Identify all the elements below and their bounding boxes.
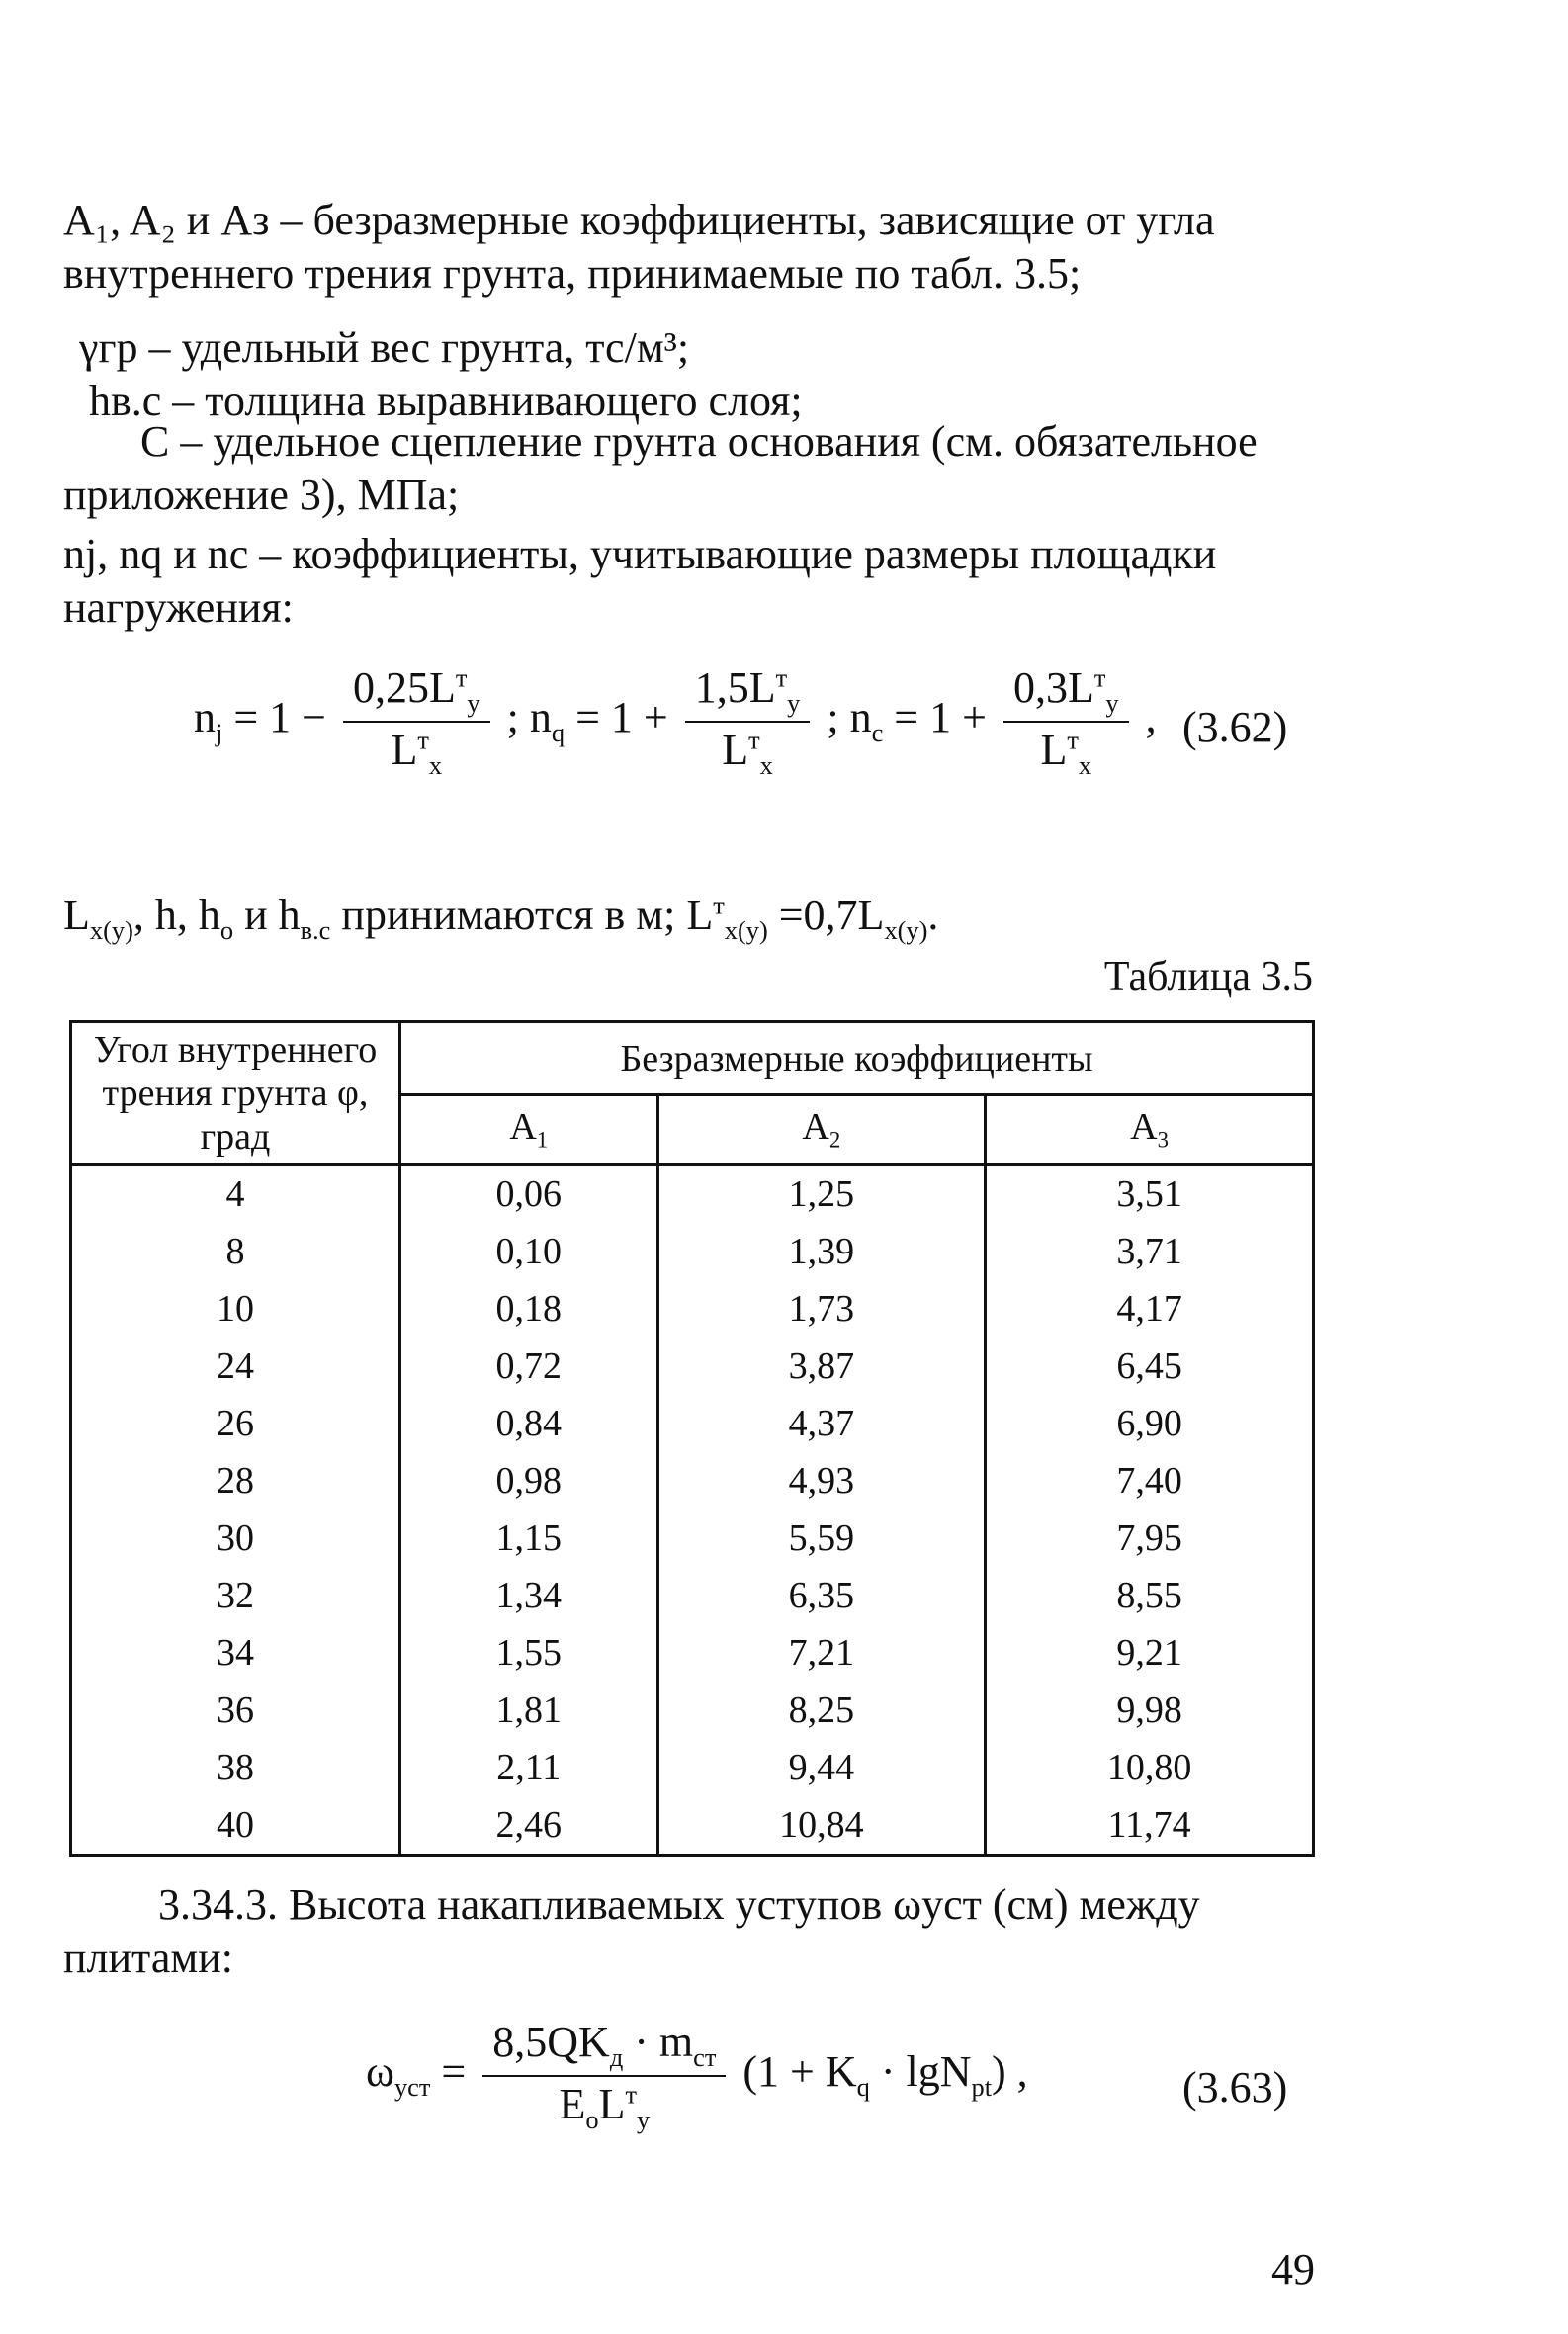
table-row xyxy=(71,1796,1314,1856)
cell-angle: 24 xyxy=(71,1338,400,1395)
fraction xyxy=(1003,662,1129,781)
table-row xyxy=(71,1165,1314,1224)
cell-a1: 1,15 xyxy=(400,1510,658,1567)
cell-a3: 7,40 xyxy=(986,1452,1314,1510)
cell-angle: 40 xyxy=(71,1796,400,1856)
cell-a2: 8,25 xyxy=(657,1682,986,1739)
formula-omega-lhs: $\omega_{уст}$ = xyxy=(366,2046,467,2102)
cell-a1: 0,18 xyxy=(400,1280,658,1338)
formula-3-63 xyxy=(366,2017,1028,2135)
paragraph-n-coefficients xyxy=(63,528,1319,635)
units-mid-text: принимаются в м; xyxy=(341,891,676,939)
cell-a2: 5,59 xyxy=(657,1510,986,1567)
cell-angle: 32 xyxy=(71,1567,400,1624)
cell-a3: 4,17 xyxy=(986,1280,1314,1338)
page-number: 49 xyxy=(1271,2245,1315,2293)
cell-a1: 2,46 xyxy=(400,1796,658,1856)
header-a3: $A_3$ xyxy=(986,1095,1314,1165)
fraction-denominator: $L^т_x$ xyxy=(722,725,773,780)
fraction-numerator: $0,3L^т_y$ xyxy=(1003,662,1129,723)
cell-a1: 2,11 xyxy=(400,1739,658,1796)
formula-nj-lhs: $n_j = 1$ − xyxy=(194,692,326,747)
cell-a1: 0,84 xyxy=(400,1395,658,1452)
table-row xyxy=(71,1739,1314,1796)
paragraph-text: С – удельное сцепление грунта основания (см. обязательное приложение 3), МПа; xyxy=(63,417,1258,519)
line-units xyxy=(63,890,938,946)
cell-angle: 26 xyxy=(71,1395,400,1452)
cell-a2: 10,84 xyxy=(657,1796,986,1856)
cell-angle: 28 xyxy=(71,1452,400,1510)
header-a2: $A_2$ xyxy=(657,1095,986,1165)
cell-a3: 6,45 xyxy=(986,1338,1314,1395)
header-a1: $A_1$ xyxy=(400,1095,658,1165)
equation-number-3-63: (3.63) xyxy=(1182,2063,1288,2112)
cell-a2: 1,39 xyxy=(657,1223,986,1280)
cell-angle: 4 xyxy=(71,1165,400,1224)
line-text: γгр – удельный вес грунта, тс/м³; xyxy=(79,323,690,372)
fraction xyxy=(685,662,811,781)
cell-a3: 8,55 xyxy=(986,1567,1314,1624)
table-row xyxy=(71,1682,1314,1739)
table-row xyxy=(71,1280,1314,1338)
paragraph-text: 3.34.3. Высота накапливаемых уступов ωуст (см) между плитами: xyxy=(63,1880,1200,1982)
cell-a2: 9,44 xyxy=(657,1739,986,1796)
cell-a1: 1,34 xyxy=(400,1567,658,1624)
cell-angle: 8 xyxy=(71,1223,400,1280)
cell-a2: 1,25 xyxy=(657,1165,986,1224)
cell-a3: 10,80 xyxy=(986,1739,1314,1796)
paragraph-text: nj, nq и nc – коэффициенты, учитывающие размеры площадки нагружения: xyxy=(63,530,1217,632)
paragraph-coefficients-a xyxy=(63,194,1319,301)
cell-a2: 4,93 xyxy=(657,1452,986,1510)
cell-a3: 6,90 xyxy=(986,1395,1314,1452)
cell-a3: 11,74 xyxy=(986,1796,1314,1856)
fraction-numerator: $8,5QK_д \cdot m_{ст}$ xyxy=(482,2017,726,2077)
table-row xyxy=(71,1223,1314,1280)
header-coefficients: Безразмерные коэффициенты xyxy=(400,1022,1314,1095)
cell-a3: 7,95 xyxy=(986,1510,1314,1567)
cell-a2: 1,73 xyxy=(657,1280,986,1338)
paragraph-3-34-3 xyxy=(63,1878,1319,1985)
fraction xyxy=(343,662,490,781)
equation-number-3-62: (3.62) xyxy=(1182,703,1288,751)
table-body xyxy=(71,1165,1314,1856)
table-row xyxy=(71,1338,1314,1395)
cell-a1: 0,10 xyxy=(400,1223,658,1280)
coefficients-table xyxy=(69,1020,1315,1857)
cell-a3: 9,21 xyxy=(986,1624,1314,1682)
cell-angle: 30 xyxy=(71,1510,400,1567)
line-units-text: $L_{x(y)}$, h, $h_o$ и $h_{в.с}$ принимаются в м; $L^т_{x(y)} =0,7L_{x(y)}$. xyxy=(63,890,939,945)
cell-a1: 0,06 xyxy=(400,1165,658,1224)
table-row xyxy=(71,1567,1314,1624)
cell-a3: 9,98 xyxy=(986,1682,1314,1739)
cell-a1: 1,55 xyxy=(400,1624,658,1682)
cell-a2: 6,35 xyxy=(657,1567,986,1624)
paragraph-text: A₁, A₂ и Аз – безразмерные коэффициенты, зависящие от угла внутреннего трения грунта, принимаемые по табл. 3.5; xyxy=(63,196,1215,298)
line-text: hв.с – толщина выравнивающего слоя; xyxy=(89,377,803,425)
fraction-denominator: $E_oL^т_y$ xyxy=(559,2079,651,2134)
cell-a3: 3,71 xyxy=(986,1223,1314,1280)
cell-angle: 36 xyxy=(71,1682,400,1739)
cell-a1: 1,81 xyxy=(400,1682,658,1739)
fraction-numerator: $0,25L^т_y$ xyxy=(343,662,490,723)
table-row xyxy=(71,1452,1314,1510)
fraction-denominator: $L^т_x$ xyxy=(1040,725,1092,780)
fraction-numerator: $1,5L^т_y$ xyxy=(685,662,811,723)
formula-omega-rhs: $(1 + K_q \cdot \lg N_{pt})$ , xyxy=(742,2046,1028,2102)
cell-a2: 7,21 xyxy=(657,1624,986,1682)
table-row xyxy=(71,1510,1314,1567)
formula-comma: , xyxy=(1145,692,1157,741)
formula-3-62 xyxy=(194,662,1157,781)
cell-a2: 3,87 xyxy=(657,1338,986,1395)
table-row xyxy=(71,1395,1314,1452)
cell-angle: 34 xyxy=(71,1624,400,1682)
cell-a3: 3,51 xyxy=(986,1165,1314,1224)
line-gamma xyxy=(79,322,689,373)
fraction-denominator: $L^т_x$ xyxy=(391,725,443,780)
paragraph-cohesion xyxy=(63,415,1319,522)
cell-a1: 0,98 xyxy=(400,1452,658,1510)
header-angle: Угол внутреннего трения грунта φ, град xyxy=(71,1022,400,1165)
cell-angle: 10 xyxy=(71,1280,400,1338)
cell-angle: 38 xyxy=(71,1739,400,1796)
formula-nc-lhs: ; $n_c = 1$ + xyxy=(827,692,987,747)
fraction xyxy=(482,2017,726,2135)
formula-nq-lhs: ; $n_q = 1$ + xyxy=(506,692,668,747)
cell-a1: 0,72 xyxy=(400,1338,658,1395)
table-title: Таблица 3.5 xyxy=(1103,954,1313,999)
table-row xyxy=(71,1624,1314,1682)
cell-a2: 4,37 xyxy=(657,1395,986,1452)
